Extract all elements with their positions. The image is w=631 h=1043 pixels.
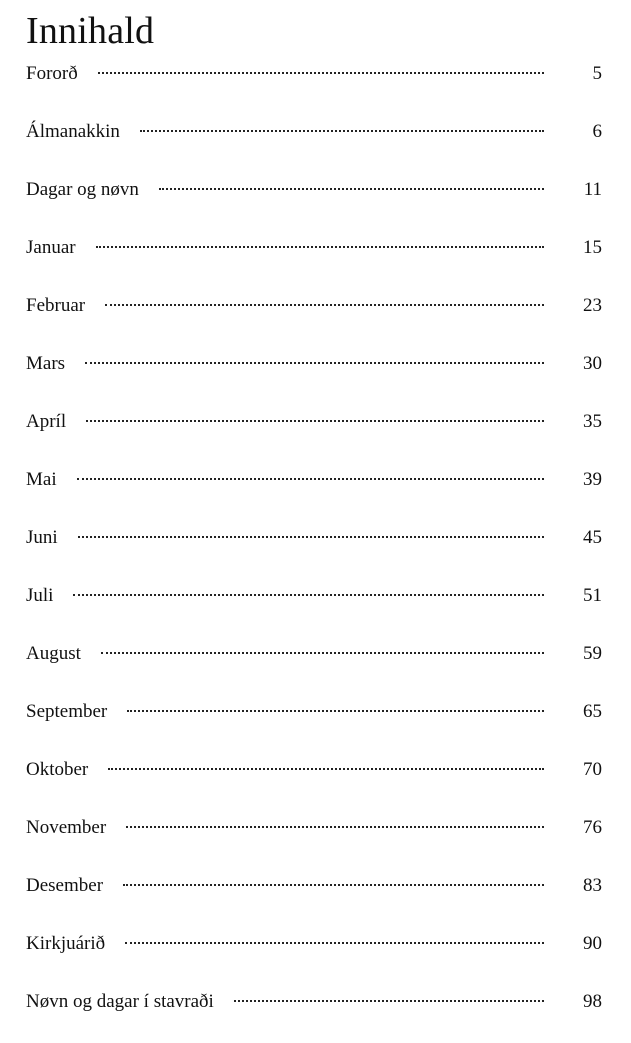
toc-entry-label: Álmanakkin: [26, 121, 120, 142]
toc-entry: [26, 521, 602, 579]
toc-entry-label: Mars: [26, 353, 66, 374]
toc-entry-label: September: [26, 701, 108, 722]
toc-entry-label: Nøvn og dagar í stavraði: [26, 991, 214, 1012]
toc-entry-page-number: 23: [583, 295, 602, 316]
toc-entry: [26, 927, 602, 985]
toc-entry-page-number: 70: [583, 759, 602, 780]
toc-entry-page-number: 98: [583, 991, 602, 1012]
dot-leader: [140, 130, 544, 132]
toc-entry: [26, 463, 602, 521]
toc-entry: [26, 57, 602, 115]
dot-leader: [96, 246, 544, 248]
toc-entry-page-number: 30: [583, 353, 602, 374]
toc-entry-label: Desember: [26, 875, 104, 896]
toc-entry-label: Juni: [26, 527, 58, 548]
toc-entry-label: Dagar og nøvn: [26, 179, 139, 200]
dot-leader: [108, 768, 544, 770]
dot-leader: [105, 304, 544, 306]
dot-leader: [126, 826, 544, 828]
toc-entry-label: Februar: [26, 295, 86, 316]
dot-leader: [123, 884, 544, 886]
toc-entry-page-number: 6: [592, 121, 602, 142]
toc-entry-page-number: 15: [583, 237, 602, 258]
toc-entry-page-number: 51: [583, 585, 602, 606]
toc-entry: [26, 347, 602, 405]
toc-entry: [26, 173, 602, 231]
toc-entry-page-number: 90: [583, 933, 602, 954]
toc-entry-page-number: 39: [583, 469, 602, 490]
toc-entry-label: Mai: [26, 469, 57, 490]
dot-leader: [234, 1000, 544, 1002]
dot-leader: [98, 72, 544, 74]
dot-leader: [73, 594, 544, 596]
toc-entry-label: November: [26, 817, 107, 838]
toc-entry-page-number: 65: [583, 701, 602, 722]
table-of-contents: [26, 57, 602, 1043]
dot-leader: [159, 188, 544, 190]
toc-entry-page-number: 59: [583, 643, 602, 664]
toc-entry: [26, 579, 602, 637]
toc-entry-page-number: 35: [583, 411, 602, 432]
toc-entry-label: August: [26, 643, 81, 664]
toc-entry-page-number: 83: [583, 875, 602, 896]
toc-entry-label: Oktober: [26, 759, 89, 780]
toc-entry: [26, 985, 602, 1043]
dot-leader: [78, 536, 544, 538]
toc-entry-label: Apríl: [26, 411, 67, 432]
dot-leader: [85, 362, 544, 364]
toc-entry: [26, 115, 602, 173]
toc-entry-page-number: 11: [583, 179, 602, 200]
toc-entry: [26, 231, 602, 289]
dot-leader: [77, 478, 544, 480]
toc-entry: [26, 289, 602, 347]
toc-entry: [26, 637, 602, 695]
toc-entry: [26, 695, 602, 753]
dot-leader: [86, 420, 544, 422]
toc-entry: [26, 405, 602, 463]
toc-entry-label: Fororð: [26, 63, 78, 84]
page-title: Innihald: [26, 10, 155, 52]
dot-leader: [101, 652, 544, 654]
toc-entry-page-number: 45: [583, 527, 602, 548]
toc-entry: [26, 869, 602, 927]
toc-entry: [26, 811, 602, 869]
toc-entry-page-number: 76: [583, 817, 602, 838]
toc-entry-label: Kirkjuárið: [26, 933, 106, 954]
toc-entry-page-number: 5: [592, 63, 602, 84]
toc-entry-label: Juli: [26, 585, 54, 606]
dot-leader: [125, 942, 544, 944]
toc-entry-label: Januar: [26, 237, 76, 258]
dot-leader: [127, 710, 544, 712]
toc-entry: [26, 753, 602, 811]
